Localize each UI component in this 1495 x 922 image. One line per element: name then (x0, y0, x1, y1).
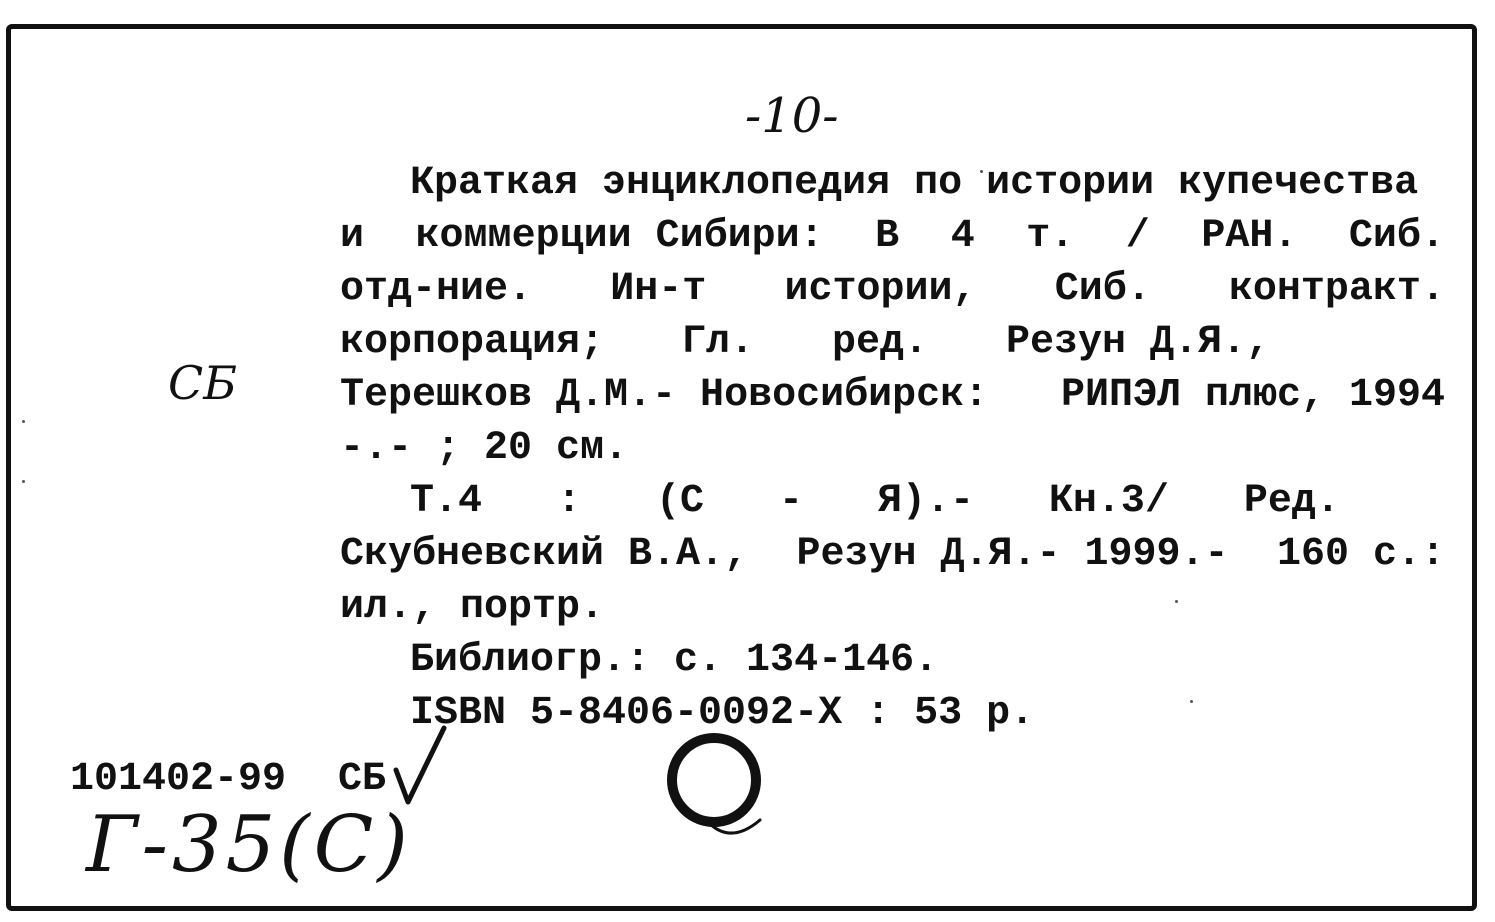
word: 160 с.: (1276, 532, 1445, 577)
word: ред. (831, 320, 928, 365)
entry-line-7 (410, 479, 1340, 524)
scan-speck (1190, 700, 1193, 703)
entry-line-5 (340, 373, 1445, 418)
word: Терешков Д.М.- Новосибирск: (340, 373, 989, 418)
entry-line-2 (340, 214, 1445, 259)
entry-line-9: ил., портр. (340, 585, 605, 630)
word: 4 (950, 214, 975, 259)
word: В (875, 214, 900, 259)
word: Ред. (1243, 479, 1340, 524)
entry-line-8 (340, 532, 1445, 577)
word: Кн.3/ (1048, 479, 1169, 524)
word: Т.4 (410, 479, 483, 524)
entry-line-10: Библиогр.: с. 134-146. (410, 638, 939, 683)
scan-speck (1175, 600, 1178, 603)
word: Я).- (877, 479, 974, 524)
entry-line-4 (340, 320, 1270, 365)
inventory-number: 101402-99 (70, 757, 287, 802)
entry-line-3 (340, 267, 1445, 312)
word: - (778, 479, 803, 524)
word: Гл. (682, 320, 755, 365)
page-number: -10- (745, 88, 839, 144)
checkmark-icon (392, 722, 452, 812)
circle-mark-icon (662, 728, 772, 852)
scan-speck (22, 420, 25, 423)
word: истории, (784, 267, 977, 312)
collection-code: СБ (338, 757, 387, 802)
word: РИПЭЛ плюс, 1994 (1060, 373, 1445, 418)
word: коммерции Сибири: (415, 214, 824, 259)
word: Ин-т (610, 267, 707, 312)
word: Скубневский В.А., (340, 532, 749, 577)
word: Сиб. (1348, 214, 1445, 259)
word: (С (655, 479, 704, 524)
scan-speck (22, 480, 25, 483)
word: контракт. (1228, 267, 1445, 312)
word: Резун Д.Я., (1005, 320, 1270, 365)
entry-line-11: ISBN 5-8406-0092-X : 53 р. (410, 691, 1035, 736)
word: и (340, 214, 365, 259)
word: / (1125, 214, 1150, 259)
shelf-mark: Г-35(С) (86, 800, 412, 890)
word: т. (1026, 214, 1075, 259)
word: Резун Д.Я.- 1999.- (796, 532, 1229, 577)
word: РАН. (1201, 214, 1298, 259)
word: отд-ние. (340, 267, 533, 312)
entry-line-6: -.- ; 20 см. (340, 426, 629, 471)
word: корпорация; (340, 320, 605, 365)
word: Сиб. (1054, 267, 1151, 312)
side-mark: СБ (168, 356, 237, 410)
entry-line-1: Краткая энциклопедия по истории купечества (410, 161, 1419, 206)
word: : (556, 479, 581, 524)
